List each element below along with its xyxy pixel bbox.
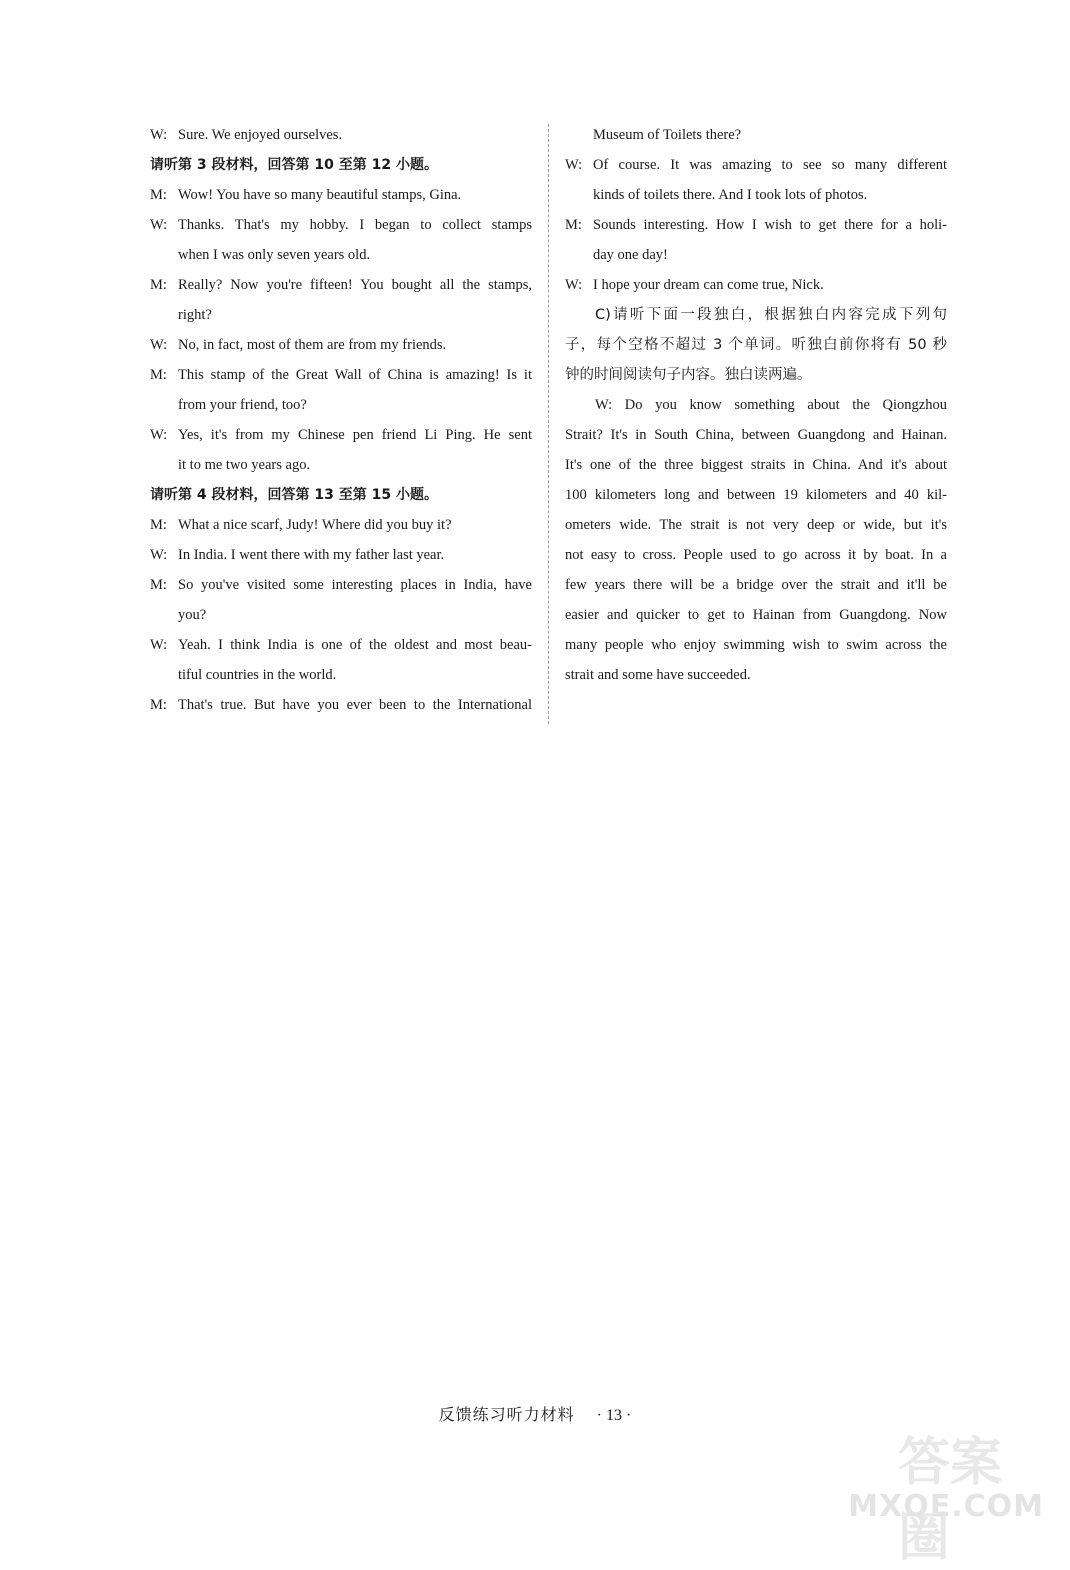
monologue-line: not easy to cross. People used to go across it by boat. In a (565, 547, 947, 563)
speaker-label: M: (150, 517, 167, 533)
watermark-cn: 答案圈 (898, 1433, 1003, 1568)
dialogue-text: No, in fact, most of them are from my friends. (178, 337, 447, 353)
instruction-line: 钟的时间阅读句子内容。独白读两遍。 (565, 367, 812, 383)
monologue-line: few years there will be a bridge over the strait and it'll be (565, 577, 947, 593)
monologue-line: ometers wide. The strait is not very deep or wide, but it's (565, 517, 947, 533)
dialogue-line (150, 420, 532, 450)
dialogue-line (150, 630, 532, 660)
dialogue-text: That's true. But have you ever been to the International (178, 697, 532, 713)
dialogue-line (150, 360, 532, 390)
speaker-label: W: (565, 277, 583, 293)
dialogue-text: Sure. We enjoyed ourselves. (178, 127, 343, 143)
watermark-domain: MXQE.COM (848, 1489, 1044, 1524)
monologue-line: easier and quicker to get to Hainan from Guangdong. Now (565, 607, 947, 623)
speaker-label: W: (150, 217, 168, 233)
dialogue-continuation: right? (178, 307, 212, 323)
dialogue-continuation: kinds of toilets there. And I took lots of photos. (593, 187, 868, 203)
monologue-line: 100 kilometers long and between 19 kilometers and 40 kil- (565, 487, 947, 503)
dialogue-text: Yeah. I think India is one of the oldest and most beau- (178, 637, 532, 653)
dialogue-text: Yes, it's from my Chinese pen friend Li Ping. He sent (178, 427, 532, 443)
dialogue-continuation: from your friend, too? (178, 397, 307, 413)
dialogue-line (150, 270, 532, 300)
page-number: · 13 · (596, 1407, 632, 1424)
column-divider (548, 124, 549, 724)
speaker-label: M: (150, 277, 167, 293)
dialogue-line (150, 540, 532, 570)
dialogue-continuation: when I was only seven years old. (178, 247, 371, 263)
speaker-label: W: (150, 427, 168, 443)
dialogue-line (150, 690, 532, 720)
dialogue-text: Sounds interesting. How I wish to get there for a holi- (593, 217, 947, 233)
dialogue-text: Wow! You have so many beautiful stamps, Gina. (178, 187, 462, 203)
speaker-label: W: (150, 127, 168, 143)
monologue-line: strait and some have succeeded. (565, 667, 751, 683)
dialogue-continuation: it to me two years ago. (178, 457, 311, 473)
speaker-label: M: (150, 187, 167, 203)
dialogue-text: In India. I went there with my father last year. (178, 547, 445, 563)
dialogue-line (565, 150, 947, 180)
dialogue-line (150, 510, 532, 540)
section-heading: 请听第 3 段材料，回答第 10 至第 12 小题。 (150, 157, 438, 173)
dialogue-text: Thanks. That's my hobby. I began to collect stamps (178, 217, 532, 233)
dialogue-continuation: day one day! (593, 247, 668, 263)
dialogue-text: Really? Now you're fifteen! You bought all the stamps, (178, 277, 532, 293)
speaker-label: M: (150, 577, 167, 593)
speaker-label: W: (150, 337, 168, 353)
instruction-line: 子，每个空格不超过 3 个单词。听独白前你将有 50 秒 (565, 337, 947, 353)
instruction-line: C)请听下面一段独白，根据独白内容完成下列句 (595, 307, 947, 323)
dialogue-text: So you've visited some interesting places in India, have (178, 577, 532, 593)
dialogue-line (565, 210, 947, 240)
left-column (150, 120, 532, 720)
speaker-label: M: (150, 367, 167, 383)
speaker-label: M: (150, 697, 167, 713)
footer-title: 反馈练习听力材料 (438, 1405, 575, 1424)
dialogue-text: What a nice scarf, Judy! Where did you buy it? (178, 517, 452, 533)
speaker-label: M: (565, 217, 582, 233)
dialogue-continuation: tiful countries in the world. (178, 667, 337, 683)
dialogue-continuation: you? (178, 607, 207, 623)
section-heading: 请听第 4 段材料，回答第 13 至第 15 小题。 (150, 487, 438, 503)
monologue-line: W: Do you know something about the Qiongzhou (595, 397, 947, 413)
right-column (565, 120, 947, 690)
dialogue-line (565, 270, 947, 300)
dialogue-text: Of course. It was amazing to see so many different (593, 157, 947, 173)
monologue-line: Strait? It's in South China, between Guangdong and Hainan. (565, 427, 947, 443)
speaker-label: W: (565, 157, 583, 173)
watermark-logo (848, 1420, 1058, 1568)
dialogue-line (150, 330, 532, 360)
dialogue-text: This stamp of the Great Wall of China is amazing! Is it (178, 367, 532, 383)
dialogue-line (150, 570, 532, 600)
speaker-label: W: (150, 547, 168, 563)
monologue-line: many people who enjoy swimming wish to swim across the (565, 637, 947, 653)
monologue-line: It's one of the three biggest straits in China. And it's about (565, 457, 947, 473)
dialogue-continuation: Museum of Toilets there? (593, 127, 742, 143)
dialogue-line (150, 210, 532, 240)
dialogue-line (150, 180, 532, 210)
dialogue-text: I hope your dream can come true, Nick. (593, 277, 824, 293)
dialogue-line (150, 120, 532, 150)
speaker-label: W: (150, 637, 168, 653)
